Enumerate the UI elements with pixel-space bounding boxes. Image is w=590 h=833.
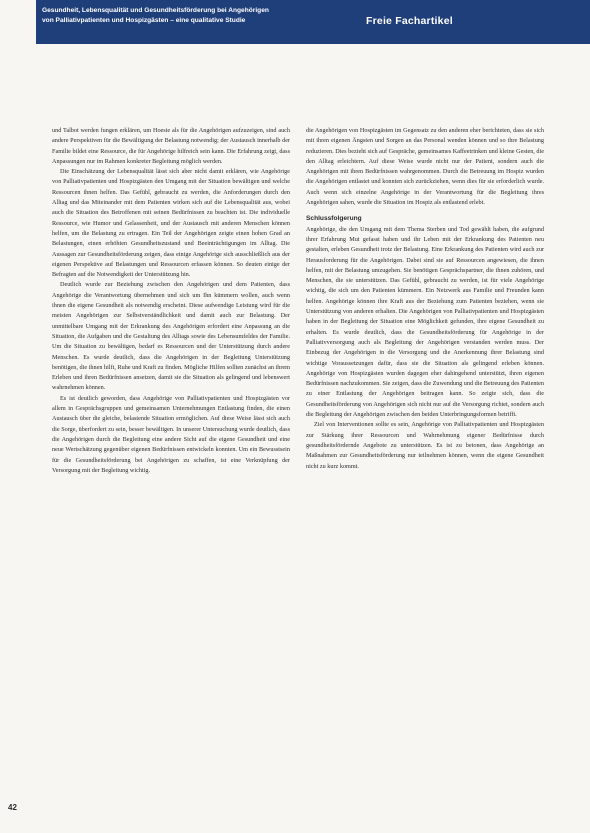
- section-heading: Schlussfolgerung: [306, 215, 362, 223]
- paragraph: Die Einschätzung der Lebensqualität lässt sich aber nicht damit erklären, wie Angehörige von Palliativpatienten und Hospizgästen den Umgang mit der Situation bewältigen und welche Ressourcen ihnen helfen. Das Gefühl, gebraucht zu werden, die Anforderungen durch den Alltag und das Miteinander mit dem Patienten wirken sich auf die Lebensqualität aus, wobei auch die Situation des Betroffenen mit seinen Bedürfnissen zu beachten ist. Die individuelle Ressource, wie Humor und Gelassenheit, und der Austausch mit anderen Menschen können helfen, um die Belastung zu ertragen. Ein Teil der Angehörigen zeigte einen hohen Grad an Belastungen, einen erhöhten Gesundheitszustand und Beeinträchtigungen im Alltag. Die Aussagen zur Gesundheitsförderung zeigen, dass einige Angehörige sich ausschließlich aus der eigenen Perspektive auf Belastungen und Ressourcen erfassen können. So deuten einige der Befragten auf die Notwendigkeit der Unterstützung hin.: [52, 168, 290, 279]
- page-number: 42: [8, 803, 17, 812]
- section-label: Freie Fachartikel: [366, 15, 453, 27]
- header-title: [36, 0, 336, 44]
- paragraph: die Angehörigen von Hospizgästen im Gegensatz zu den anderen eher berichteten, dass sie sich mit ihren eigenen Ängsten und Sorgen an das Personal wenden können und so ihre Belastung reduzieren. Dies bezieht sich auf Gespräche, gemeinsames Kaffeetrinken und kleine Gesten, die den Alltag erleichtern. Auf diese Weise wurde nicht nur der Patient, sondern auch die Angehörigen mit ihren Bedürfnissen wahrgenommen. Durch die Betreuung im Hospiz wurden die Angehörigen entlastet und konnten sich zurückziehen, wenn dies für sie erforderlich wurde. Auch wenn sich einzelne Angehörige in der Verantwortung für die Begleitung ihres Angehörigen sahen, wurde die Situation im Hospiz als entlastend erlebt.: [306, 127, 544, 207]
- right-column: [306, 126, 544, 801]
- header-spacer: [336, 0, 366, 44]
- paragraph: Es ist deutlich geworden, dass Angehörige von Palliativpatienten und Hospizgästen vor allem in Gesprächsgruppen und gemeinsamen Unternehmungen Entlastung finden, die einen Austausch über die gleiche, belastende Situation ermöglichen. Auf diese Weise lässt sich auch die Sorge, überfordert zu sein, besser bewältigen. In unserer Untersuchung wurde deutlich, dass die Angehörigen durch die Begleitung eine andere Sicht auf die eigene Gesundheit und eine neue Wertschätzung gegenüber eigenen Bedürfnissen entwickeln konnten. Um ein Bewusstsein für die Gesundheitsförderung bei Angehörigen zu schaffen, ist eine Verknüpfung der Versorgung mit der Begleitung wichtig.: [52, 394, 290, 474]
- page-header: [36, 0, 590, 44]
- paragraph: Ziel von Interventionen sollte es sein, Angehörige von Palliativpatienten und Hospizgästen zur Stärkung ihrer Ressourcen und Wahrnehmung eigener Bedürfnisse durch gesundheitsfördernde Angebote zu unterstützen. Es ist zu betonen, dass Angehörige an Maßnahmen zur Gesundheitsförderung nur teilnehmen können, wenn die eigene Gesundheit nicht zu kurz kommt.: [306, 421, 544, 470]
- paragraph: Angehörige, die den Umgang mit dem Thema Sterben und Tod gewählt haben, die aufgrund ihrer Erfahrung Mut gefasst haben und ihr Leben mit der Erkrankung des Patienten neu gestalten, erleben Gesundheit trotz der Belastung. Eine Erkrankung des Patienten wird auch zur Herausforderung für die Angehörigen. Dabei sind sie auf Ressourcen angewiesen, die ihnen helfen, mit der Belastung umzugehen. Sie benötigen Gesprächspartner, die ihnen zuhören, und Menschen, die sie unterstützen. Das Gefühl, gebraucht zu werden, ist für viele Angehörige wichtig, die sich um den Patienten kümmern. Ein Netzwerk aus Familie und Freunden kann helfen. Angehörige können ihre Kraft aus der Beziehung zum Patienten beziehen, wenn sie Unterstützung von anderen erhalten. Die Angehörigen von Palliativpatienten und Hospizgästen haben in der Begleitung der Situation eine Möglichkeit gefunden, ihre eigene Gesundheit zu erhalten. Es wurde deutlich, dass die Gesundheitsförderung für Angehörige in der Palliativversorgung auch als Begleitung der Angehörigen verstanden werden muss. Der Einbezug der Angehörigen in die Versorgung und die Anerkennung ihrer Belastung sind wichtige Voraussetzungen dafür, dass sie die Situation als gelingend erleben können. Angehörige von Hospizgästen wurden dagegen eher dahingehend unterstützt, ihren eigenen Bedürfnissen nachzukommen. Sie zeigen, dass die Zuwendung und die Betreuung des Patienten zu einer Entlastung der Angehörigen beitragen kann. So zeigte sich, dass die Gesundheitsförderung von Angehörigen sich nicht nur auf die Versorgung richtet, sondern auch die Begleitung der Angehörigen zwischen den beiden Unterbringungsformen betrifft.: [306, 225, 544, 419]
- paragraph: und Talbot werden fungen erklären, um Hoesie als für die Angehörigen aufzuzeigen, sind auch andere Perspektiven für die Bewältigung der Belastung notwendig; der Austausch innerhalb der Familie bildet eine Ressource, die für Angehörige hilfreich sein kann. Die Erfahrung zeigt, dass Anpassungen nur im Rahmen konkreter Begleitung möglich werden.: [52, 127, 290, 165]
- left-column: [52, 126, 290, 801]
- header-title-line-1: Gesundheit, Lebensqualität und Gesundheitsförderung bei Angehörigen: [42, 7, 269, 14]
- paragraph: Deutlich wurde zur Beziehung zwischen den Angehörigen und dem Patienten, dass Angehörige die Verantwortung übernehmen und sich um Ihn kümmern wollen, auch wenn ihnen die eigene Gesundheit als notwendig erscheint. Diese aufwendige Leistung wird für die meisten Angehörigen zur Selbstverständlichkeit und damit auch zur Belastung. Der unmittelbare Umgang mit der Erkrankung des Angehörigen erfordert eine Anpassung an die Situation, die Aufgaben und die Gestaltung des Alltags sowie des Lebensumfeldes der Familie. Um die Situation zu bewältigen, bedarf es Ressourcen und der Unterstützung durch andere Menschen. Es wurde deutlich, dass die Angehörigen in der Begleitung Unterstützung benötigen, die ihnen hilft, Ruhe und Kraft zu finden. Mögliche Hilfen sollten zunächst an ihrem Erleben und ihren Bedürfnissen ansetzen, damit sie die Situation als gelingend und lebenswert wahrnehmen können.: [52, 281, 290, 392]
- header-title-line-2: von Palliativpatienten und Hospizgästen – eine qualitative Studie: [42, 17, 246, 24]
